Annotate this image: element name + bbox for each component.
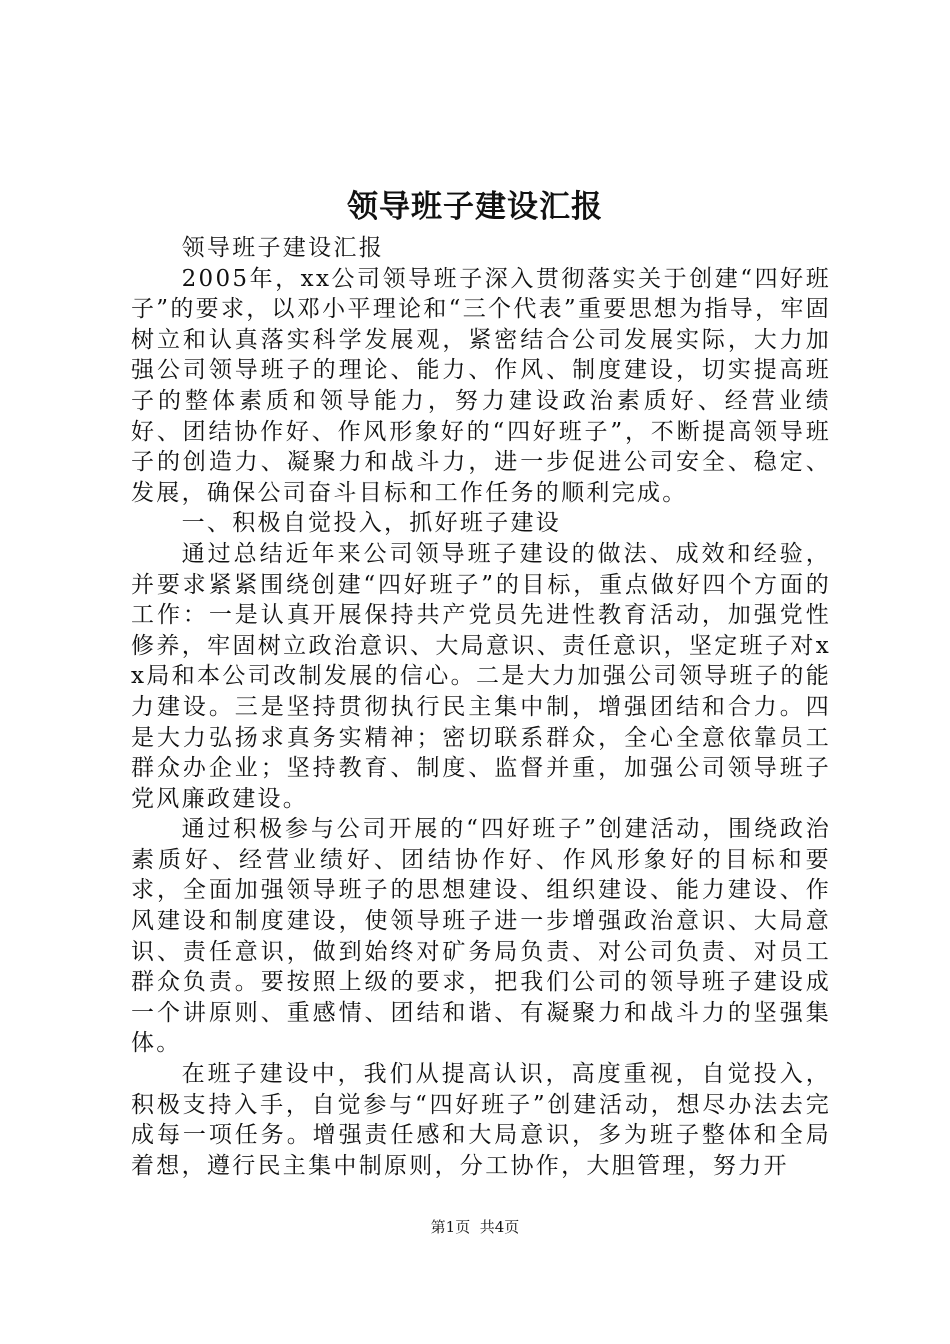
page-number-current: 第1页 <box>430 1218 471 1236</box>
body-paragraph-intro: 2005年，xx公司领导班子深入贯彻落实关于创建“四好班子”的要求，以邓小平理论和“三个代表”重要思想为指导，牢固树立和认真落实科学发展观，紧密结合公司发展实际，大力加强公司领导班子的理论、能力、作风、制度建设，切实提高班子的整体素质和领导能力，努力建设政治素质好、经营业绩好、团结协作好、作风形象好的“四好班子”，不断提高领导班子的创造力、凝聚力和战斗力，进一步促进公司安全、稳定、发展，确保公司奋斗目标和工作任务的顺利完成。 <box>131 265 831 506</box>
body-paragraph-heading: 领导班子建设汇报 <box>181 235 384 261</box>
section-heading: 一、积极自觉投入，抓好班子建设 <box>181 510 562 537</box>
footer-separator <box>470 1218 480 1236</box>
body-paragraph: 通过总结近年来公司领导班子建设的做法、成效和经验，并要求紧紧围绕创建“四好班子”的目标，重点做好四个方面的工作：一是认真开展保持共产党员先进性教育活动，加强党性修养，牢固树立政治意识、大局意识、责任意识，坚定班子对xx局和本公司改制发展的信心。二是大力加强公司领导班子的能力建设。三是坚持贯彻执行民主集中制，增强团结和合力。四是大力弘扬求真务实精神；密切联系群众，全心全意依靠员工群众办企业；坚持教育、制度、监督并重，加强公司领导班子党风廉政建设。 <box>131 540 831 812</box>
body-paragraph: 通过积极参与公司开展的“四好班子”创建活动，围绕政治素质好、经营业绩好、团结协作好、作风形象好的目标和要求，全面加强领导班子的思想建设、组织建设、能力建设、作风建设和制度建设，使领导班子进一步增强政治意识、大局意识、责任意识，做到始终对矿务局负责、对公司负责、对员工群众负责。要按照上级的要求，把我们公司的领导班子建设成一个讲原则、重感情、团结和谐、有凝聚力和战斗力的坚强集体。 <box>131 816 831 1057</box>
body-paragraph: 在班子建设中，我们从提高认识，高度重视，自觉投入，积极支持入手，自觉参与“四好班子”创建活动，想尽办法去完成每一项任务。增强责任感和大局意识，多为班子整体和全局着想，遵行民主集中制原则，分工协作，大胆管理，努力开 <box>131 1061 831 1179</box>
document-body <box>131 233 831 1181</box>
document-title: 领导班子建设汇报 <box>347 189 603 225</box>
page-number-total: 共4页 <box>479 1218 520 1236</box>
page-footer <box>0 1216 950 1238</box>
